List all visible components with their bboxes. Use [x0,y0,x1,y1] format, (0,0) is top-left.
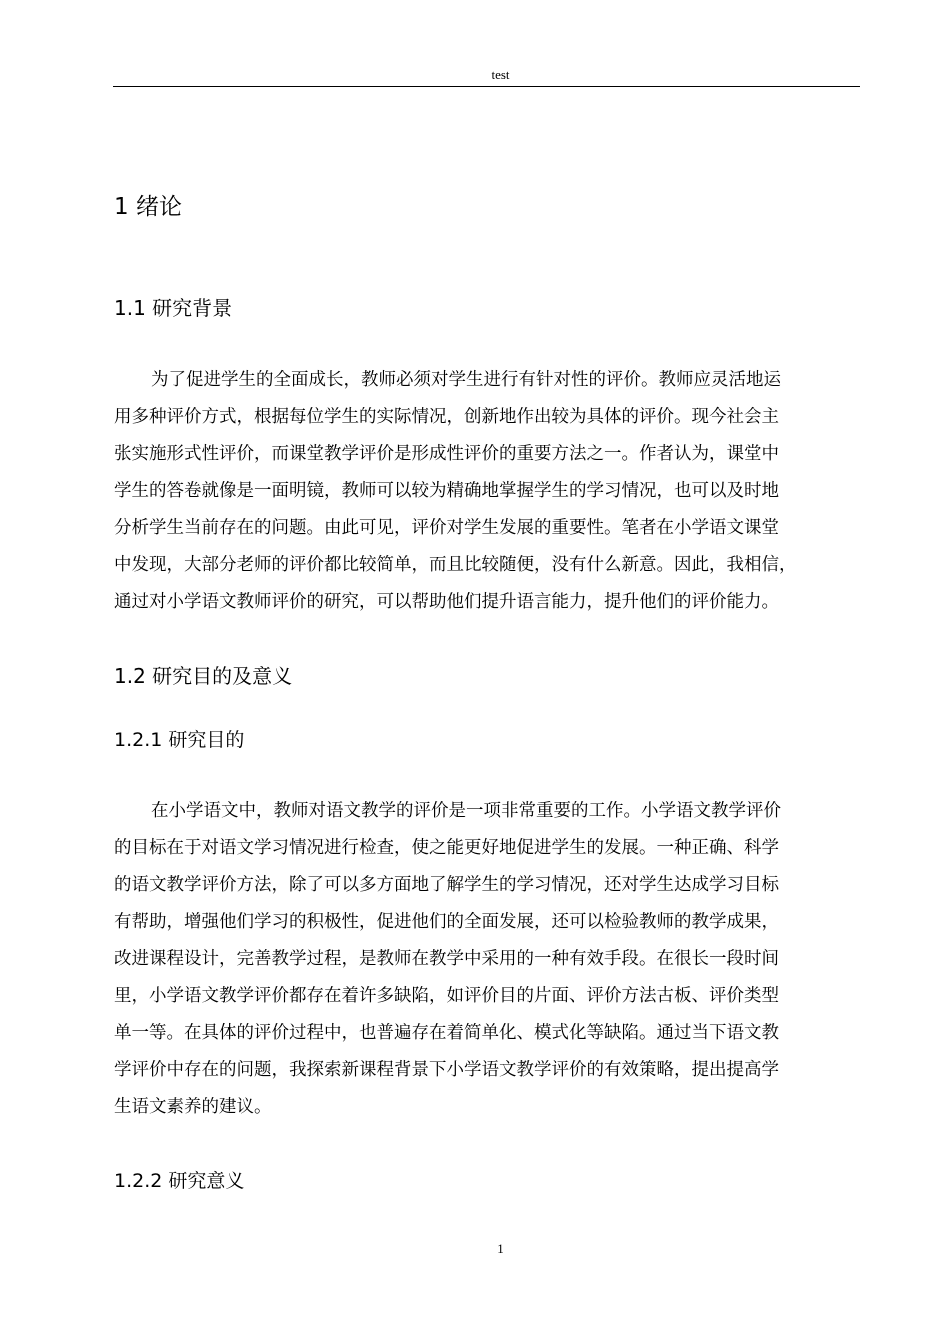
paragraph-line: 里，小学语文教学评价都存在着许多缺陷，如评价目的片面、评价方法古板、评价类型 [114,986,779,1006]
paragraph-line: 生语文素养的建议。 [114,1097,272,1117]
section-1-2-2-title: 1.2.2 研究意义 [114,1170,245,1192]
paragraph-line: 学生的答卷就像是一面明镜，教师可以较为精确地掌握学生的学习情况，也可以及时地 [114,481,779,501]
paragraph-line: 的语文教学评价方法，除了可以多方面地了解学生的学习情况，还对学生达成学习目标 [114,875,779,895]
paragraph-line: 通过对小学语文教师评价的研究，可以帮助他们提升语言能力，提升他们的评价能力。 [114,592,779,612]
paragraph-line: 有帮助，增强他们学习的积极性，促进他们的全面发展，还可以检验教师的教学成果， [114,912,779,932]
paragraph-line: 学评价中存在的问题，我探索新课程背景下小学语文教学评价的有效策略，提出提高学 [114,1060,779,1080]
paragraph-line: 用多种评价方式，根据每位学生的实际情况，创新地作出较为具体的评价。现今社会主 [114,407,779,427]
chapter-title: 1 绪论 [114,194,182,220]
paragraph-line: 张实施形式性评价，而课堂教学评价是形成性评价的重要方法之一。作者认为，课堂中 [114,444,779,464]
paragraph-line: 改进课程设计，完善教学过程，是教师在教学中采用的一种有效手段。在很长一段时间 [114,949,779,969]
paragraph-line: 分析学生当前存在的问题。由此可见，评价对学生发展的重要性。笔者在小学语文课堂 [114,518,779,538]
page-number: 1 [497,1241,504,1256]
paragraph-line: 为了促进学生的全面成长，教师必须对学生进行有针对性的评价。教师应灵活地运 [151,370,781,390]
section-1-2-1-title: 1.2.1 研究目的 [114,729,245,751]
paragraph-line: 单一等。在具体的评价过程中，也普遍存在着简单化、模式化等缺陷。通过当下语文教 [114,1023,779,1043]
section-1-2-title: 1.2 研究目的及意义 [114,664,293,688]
header-rule [113,86,860,87]
section-1-1-title: 1.1 研究背景 [114,296,233,320]
paragraph-line: 中发现，大部分老师的评价都比较简单，而且比较随便，没有什么新意。因此，我相信， [114,555,797,575]
section-1-1-paragraph [114,362,850,621]
section-1-2-1-paragraph [114,793,850,1126]
page-header: test [491,67,510,82]
paragraph-line: 的目标在于对语文学习情况进行检查，使之能更好地促进学生的发展。一种正确、科学 [114,838,779,858]
paragraph-line: 在小学语文中，教师对语文教学的评价是一项非常重要的工作。小学语文教学评价 [151,801,781,821]
